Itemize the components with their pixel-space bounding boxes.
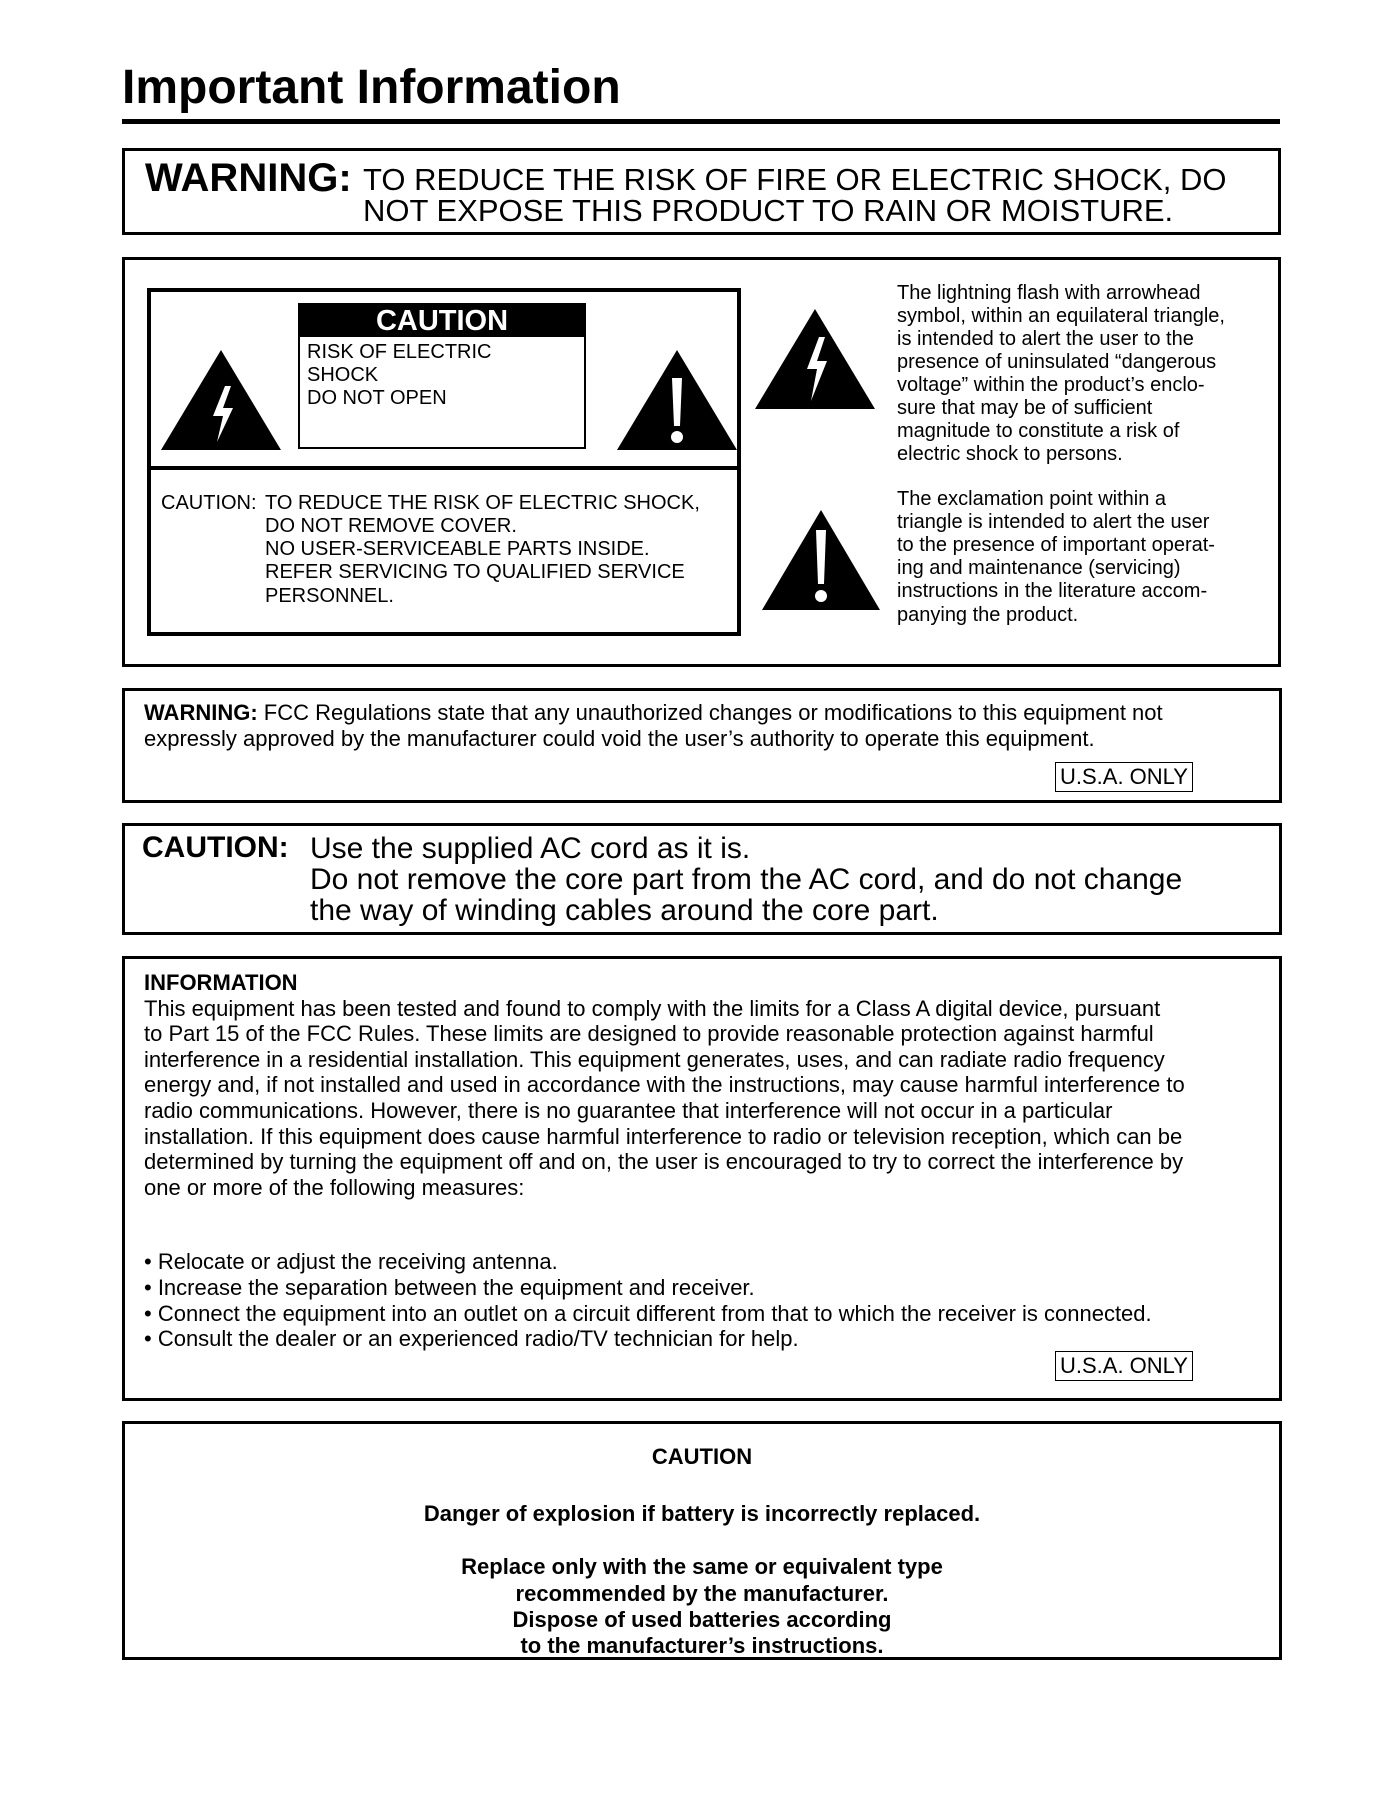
battery-instruction-line: to the manufacturer’s instructions. [520,1633,884,1658]
ac-caution-line: Use the supplied AC cord as it is. [310,832,751,865]
caution-heading: CAUTION [300,305,584,337]
information-line: one or more of the following measures: [144,1174,525,1200]
lightning-description-line: symbol, within an equilateral triangle, [897,305,1225,327]
exclamation-description-line: panying the product. [897,604,1079,626]
information-line: This equipment has been tested and found to comply with the limits for a Class A digital device, pursuant [144,995,1161,1021]
information-box [122,956,1282,1401]
information-line: energy and, if not installed and used in accordance with the instructions, may cause harmful interference to [144,1072,1185,1098]
ac-caution-label: CAUTION: [142,831,289,864]
information-line: radio communications. However, there is no guarantee that interference will not occur in a particular [144,1097,1113,1123]
lightning-description-line: sure that may be of sufficient [897,397,1153,419]
warning-line-1: TO REDUCE THE RISK OF FIRE OR ELECTRIC SHOCK, DO [363,162,1227,197]
information-heading: INFORMATION [144,970,298,995]
lightning-description-line: presence of uninsulated “dangerous [897,351,1217,373]
warning-label: WARNING: [145,156,352,200]
exclamation-description-line: ing and maintenance (servicing) [897,557,1181,579]
symbols-section [122,257,1281,667]
information-line: installation. If this equipment does cause harmful interference to radio or television reception, which can be [144,1123,1183,1149]
information-body [144,970,1269,1352]
battery-instruction-line: Dispose of used batteries according [512,1607,892,1632]
exclamation-description-line: instructions in the literature accom- [897,580,1208,602]
ac-cord-caution-box [122,823,1282,935]
warning-moisture-box [122,148,1281,235]
measure-bullet: • Connect the equipment into an outlet on a circuit different from that to which the receiver is connected. [144,1300,1152,1326]
warning-line-2: NOT EXPOSE THIS PRODUCT TO RAIN OR MOISTURE. [363,193,1174,228]
caution-label-panel [147,288,741,636]
lightning-description-line: electric shock to persons. [897,443,1123,465]
page-title: Important Information [122,61,621,114]
exclamation-warning-icon [615,348,739,457]
ac-caution-line: the way of winding cables around the core part. [310,894,939,927]
exclamation-description-line: The exclamation point within a [897,488,1167,510]
title-rule [122,119,1280,124]
usa-only-tag: U.S.A. ONLY [1055,1351,1193,1381]
risk-line: SHOCK [307,364,379,386]
caution-instruction: TO REDUCE THE RISK OF ELECTRIC SHOCK, [265,492,700,514]
exclamation-description-line: to the presence of important operat- [897,534,1215,556]
risk-line: RISK OF ELECTRIC [307,341,492,363]
exclamation-symbol-icon [760,508,882,617]
caution-instruction: NO USER-SERVICEABLE PARTS INSIDE. [265,538,650,560]
ac-caution-line: Do not remove the core part from the AC cord, and do not change [310,863,1183,896]
caution-instruction: REFER SERVICING TO QUALIFIED SERVICE [265,561,685,583]
battery-caution-heading: CAUTION [651,1444,753,1469]
usa-only-tag: U.S.A. ONLY [1055,762,1193,792]
caution-instruction: DO NOT REMOVE COVER. [265,515,517,537]
lightning-description-line: voltage” within the product’s enclo- [897,374,1205,396]
lightning-description-line: The lightning flash with arrowhead [897,282,1201,304]
caution-instruction: PERSONNEL. [265,585,394,607]
battery-instruction-line: Replace only with the same or equivalent type [461,1554,943,1579]
lightning-description-line: magnitude to constitute a risk of [897,420,1180,442]
fcc-line-1 [144,700,1264,726]
caution-risk-box [298,303,586,449]
fcc-line-2: expressly approved by the manufacturer could void the user’s authority to operate this equipment. [144,726,1095,751]
battery-instruction-line: recommended by the manufacturer. [515,1581,889,1606]
measure-bullet: • Consult the dealer or an experienced radio/TV technician for help. [144,1326,799,1352]
label-divider [151,466,737,470]
battery-danger-line: Danger of explosion if battery is incorrectly replaced. [423,1501,981,1526]
battery-caution-box [122,1421,1282,1660]
risk-line: DO NOT OPEN [307,387,447,409]
information-line: interference in a residential installation. This equipment generates, uses, and can radiate radio frequency [144,1046,1165,1072]
measure-bullet: • Relocate or adjust the receiving antenna. [144,1249,558,1275]
lightning-description-line: is intended to alert the user to the [897,328,1194,350]
fcc-warning-box [122,688,1282,803]
information-line: determined by turning the equipment off and on, the user is encouraged to try to correct the interference by [144,1149,1184,1175]
lightning-warning-icon [159,348,283,457]
measure-bullet: • Increase the separation between the equipment and receiver. [144,1274,755,1300]
fcc-line-1-text: FCC Regulations state that any unauthorized changes or modifications to this equipment not [263,700,1163,725]
information-line: to Part 15 of the FCC Rules. These limits are designed to provide reasonable protection against harmful [144,1021,1154,1047]
exclamation-description-line: triangle is intended to alert the user [897,511,1210,533]
lightning-symbol-icon [753,307,877,416]
fcc-warning-text [144,700,1264,752]
fcc-warning-label: WARNING: [144,700,258,725]
caution-prefix: CAUTION: [161,492,257,514]
